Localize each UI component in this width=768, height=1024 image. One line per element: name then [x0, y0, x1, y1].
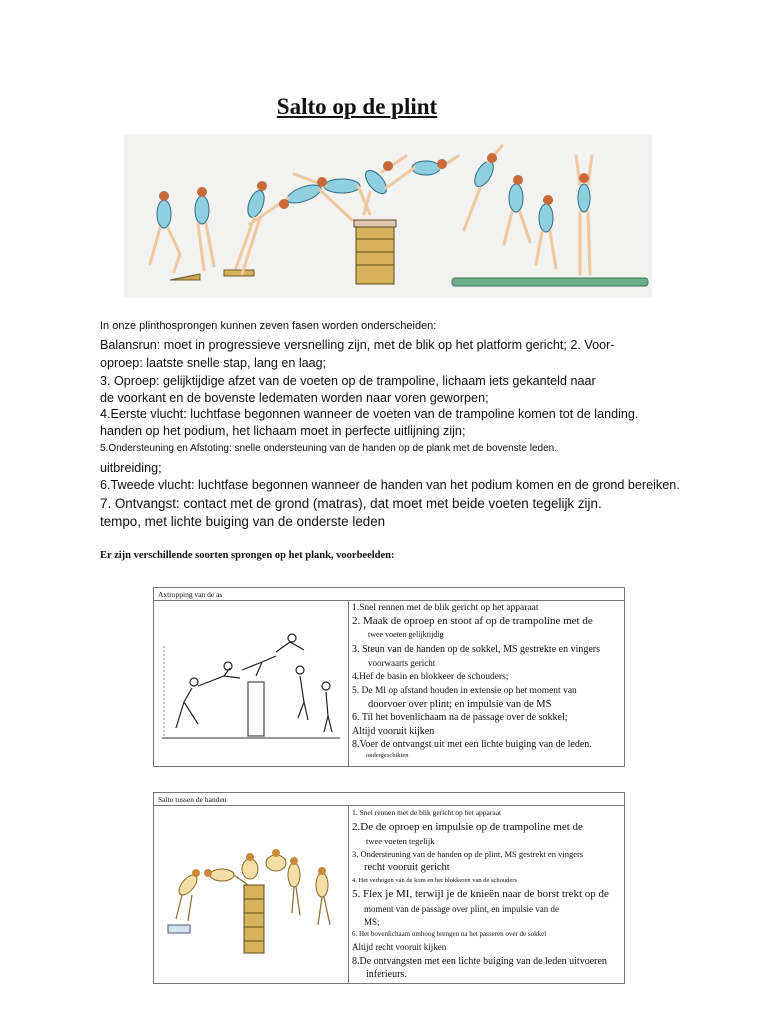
step-line: 5. Flex je MI, terwijl je de knieën naar de borst trekt op de — [352, 888, 609, 900]
vault-illustration-1 — [158, 606, 344, 760]
step-line: 3. Steun van de handen op de sokkel, MS gestrekte en vingers — [352, 644, 601, 655]
step-line: moment van de passage over plint, en impulsie van de — [364, 904, 559, 914]
hero-illustration — [124, 134, 652, 298]
step-line: MS; — [364, 917, 380, 927]
vault-illustration-2 — [158, 829, 344, 969]
plint-box — [244, 885, 264, 953]
table-heading: Salto tussen de handen — [154, 793, 624, 806]
page-title: Salto op de plint — [276, 94, 438, 119]
step-line: 4.Hef de basin en blokkeer de schouders; — [352, 672, 509, 682]
step-line: 3. Ondersteuning van de handen op de plint, MS gestrekt en vingers — [352, 849, 584, 859]
step-line: twee voeten tegelijk — [366, 836, 435, 846]
phase-line: tempo, met lichte buiging van de onderste leden — [100, 514, 386, 529]
step-line: 8.De ontvangsten met een lichte buiging van de leden uitvoeren — [352, 956, 607, 967]
phase-line: 4.Eerste vlucht: luchtfase begonnen wanneer de voeten van de trampoline komen tot de landing. — [100, 407, 639, 421]
phase-line: 7. Ontvangst: contact met de grond (matras), dat moet met beide voeten tegelijk zijn. — [100, 496, 602, 511]
step-line: 1.Snel rennen met de blik gericht op het apparaat — [352, 603, 539, 613]
step-line: ondergeschikten — [366, 752, 409, 759]
step-line: twee voeten gelijktijdig — [368, 630, 444, 639]
plint-box — [354, 220, 396, 284]
step-line: 2. Maak de oproep en stoot af op de trampoline met de — [352, 615, 593, 627]
examples-heading: Er zijn verschillende soorten sprongen op het plank, voorbeelden: — [100, 550, 395, 561]
step-line: 4. Het verhogen van de kom en het blokkeren van de schouders — [352, 877, 517, 884]
step-line: 5. De Ml op afstand houden in extensie op het moment van — [352, 686, 577, 696]
step-line: 6. Til het bovenlichaam na de passage over de sokkel; — [352, 712, 568, 723]
step-line: Altijd vooruit kijken — [352, 726, 435, 737]
vault-sequence-illustration — [124, 134, 652, 298]
step-line: 1. Snel rennen met de blik gericht op het apparaat — [352, 808, 502, 817]
step-line: recht vooruit gericht — [364, 862, 450, 873]
intro-text: In onze plinthosprongen kunnen zeven fasen worden onderscheiden: — [100, 320, 437, 332]
step-line: 8.Voer de ontvangst uit met een lichte buiging van de leden. — [352, 739, 592, 750]
step-line: Altijd recht vooruit kijken — [352, 942, 447, 952]
phase-line: de voorkant en de bovenste ledematen worden naar voren geworpen; — [100, 391, 489, 405]
phase-line: 5.Ondersteuning en Afstoting: snelle ondersteuning van de handen op de plank met de bovenste leden. — [100, 443, 558, 454]
step-line: 6. Het bovenlichaam omhoog brengen na het passeren over de sokkel — [352, 930, 547, 938]
table-heading: Axtropping van de as — [154, 588, 624, 601]
vault-example-table-2 — [153, 792, 625, 984]
step-line: 2.De de oproep en impulsie op de trampoline met de — [352, 821, 583, 833]
phase-line: oproep: laatste snelle stap, lang en laag; — [100, 356, 327, 370]
phase-line: 3. Oproep: gelijktijdige afzet van de voeten op de trampoline, lichaam iets gekanteld naar — [100, 374, 596, 388]
step-line: voorwaarts gericht — [368, 658, 436, 668]
phase-line: uitbreiding; — [100, 461, 162, 475]
step-line: doorvoer over plint; en impulsie van de MS — [368, 699, 552, 710]
phase-line: 6.Tweede vlucht: luchtfase begonnen wanneer de handen van het podium komen en de grond bereiken. — [100, 478, 680, 492]
phase-line: handen op het podium, het lichaam moet in perfecte uitlijning zijn; — [100, 424, 466, 438]
step-line: inferieurs. — [366, 969, 407, 980]
phase-line: Balansrun: moet in progressieve versnelling zijn, met de blik op het platform gericht; 2. Voor- — [100, 338, 615, 352]
vault-example-table-1 — [153, 587, 625, 767]
